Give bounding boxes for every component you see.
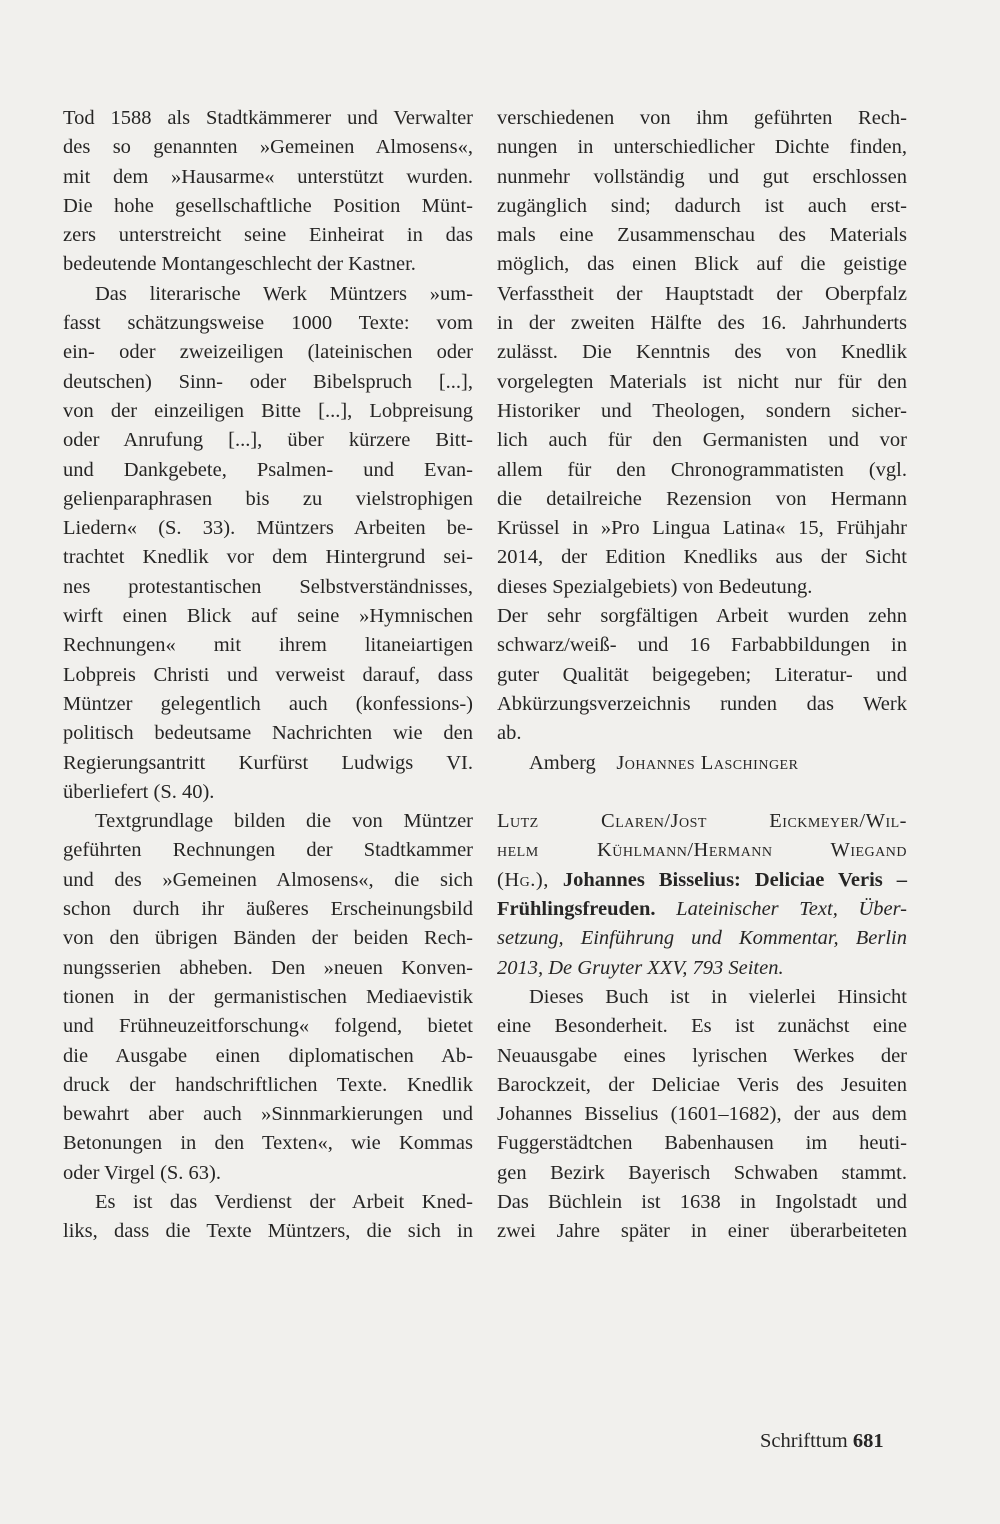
text-line: deutschen) Sinn- oder Bibelspruch [...], — [63, 370, 473, 393]
book-publication-info: 2013, De Gruyter XXV, 793 Seiten. — [497, 956, 784, 979]
text-line: nungsserien abheben. Den »neuen Konven- — [63, 956, 473, 979]
review-header — [497, 807, 907, 983]
text-line: zwei Jahre später in einer überarbeiteten — [497, 1220, 907, 1243]
review-authors-line-2: helm Kühlmann/Hermann Wiegand — [497, 839, 907, 862]
text-line: Liedern« (S. 33). Müntzers Arbeiten be- — [63, 517, 473, 540]
book-subtitle-part-1: Lateinischer Text, Über- — [655, 898, 907, 921]
text-line: Das Büchlein ist 1638 in Ingolstadt und — [497, 1190, 907, 1213]
text-line: Barockzeit, der Deliciae Veris des Jesuiten — [497, 1073, 907, 1096]
text-line: die Ausgabe einen diplomatischen Ab- — [63, 1044, 473, 1067]
text-line: trachtet Knedlik vor dem Hintergrund sei- — [63, 546, 473, 569]
text-line: Der sehr sorgfältigen Arbeit wurden zehn — [497, 605, 907, 628]
text-line: druck der handschriftlichen Texte. Knedlik — [63, 1073, 473, 1096]
text-line: von der einzeiligen Bitte [...], Lobpreisung — [63, 399, 473, 422]
section-gap — [497, 778, 907, 807]
text-line: zugänglich sind; dadurch ist auch erst- — [497, 194, 907, 217]
review-body-text — [497, 983, 907, 1247]
page-number: 681 — [852, 1430, 884, 1452]
text-line: wirft einen Blick auf seine »Hymnischen — [63, 605, 473, 628]
text-line: zers unterstreicht seine Einheirat in das — [63, 224, 473, 247]
text-line: allem für den Chronogrammatisten (vgl. — [497, 458, 907, 481]
text-line: Lobpreis Christi und verweist darauf, dass — [63, 663, 473, 686]
text-line: schwarz/weiß- und 16 Farbabbildungen in — [497, 634, 907, 657]
text-line: Johannes Bisselius (1601–1682), der aus dem — [497, 1103, 907, 1126]
text-line: vorgelegten Materials ist nicht nur für den — [497, 370, 907, 393]
review-end-text — [497, 104, 907, 749]
text-line: gelienparaphrasen bis zu vielstrophigen — [63, 487, 473, 510]
review-title-line-3 — [497, 866, 907, 895]
book-title-part-1: Johannes Bisselius: Deliciae Veris – — [548, 868, 907, 891]
text-line: Historiker und Theologen, sondern sicher- — [497, 399, 907, 422]
text-line: Textgrundlage bilden die von Müntzer — [95, 810, 473, 833]
page-footer — [760, 1430, 884, 1453]
text-line: des so genannten »Gemeinen Almosens«, — [63, 136, 473, 159]
text-line: eine Besonderheit. Es ist zunächst eine — [497, 1015, 907, 1038]
text-line: Krüssel in »Pro Lingua Latina« 15, Frühjahr — [497, 517, 907, 540]
text-line: Tod 1588 als Stadtkämmerer und Verwalter — [63, 107, 473, 129]
left-column — [63, 104, 473, 1247]
text-line: 2014, der Edition Knedliks aus der Sicht — [497, 546, 907, 569]
text-line: Regierungsantritt Kurfürst Ludwigs VI. — [63, 751, 473, 774]
signature-author: Johannes Laschinger — [616, 751, 799, 774]
text-line: Fuggerstädtchen Babenhausen im heuti- — [497, 1132, 907, 1155]
text-line: tionen in der germanistischen Mediaevistik — [63, 985, 473, 1008]
text-line: und Dankgebete, Psalmen- und Evan- — [63, 458, 473, 481]
text-line: nungen in unterschiedlicher Dichte finden, — [497, 136, 907, 159]
text-line: bewahrt aber auch »Sinnmarkierungen und — [63, 1103, 473, 1126]
text-line: geführten Rechnungen der Stadtkammer — [63, 839, 473, 862]
right-column — [497, 104, 907, 1247]
review-authors-line-1: Lutz Claren/Jost Eickmeyer/Wil- — [497, 810, 907, 833]
text-line: die detailreiche Rezension von Hermann — [497, 487, 907, 510]
text-line: Rechnungen« mit ihrem litaneiartigen — [63, 634, 473, 657]
text-line: ab. — [497, 722, 522, 745]
text-line: und Frühneuzeitforschung« folgend, bietet — [63, 1015, 473, 1038]
text-line: Dieses Buch ist in vielerlei Hinsicht — [529, 985, 907, 1008]
text-line: dieses Spezialgebiets) von Bedeutung. — [497, 575, 813, 598]
text-line: oder Anrufung [...], über kürzere Bitt- — [63, 429, 473, 452]
text-line: überliefert (S. 40). — [63, 780, 215, 803]
text-line: nunmehr vollständig und gut erschlossen — [497, 165, 907, 188]
text-line: möglich, das einen Blick auf die geistige — [497, 253, 907, 276]
text-line: ein- oder zweizeiligen (lateinischen oder — [63, 341, 473, 364]
text-line: Abkürzungsverzeichnis runden das Werk — [497, 692, 907, 715]
text-line: liks, dass die Texte Müntzers, die sich in — [63, 1220, 473, 1243]
text-line: zulässt. Die Kenntnis des von Knedlik — [497, 341, 907, 364]
text-line: mit dem »Hausarme« unterstützt wurden. — [63, 165, 473, 188]
text-line: Neuausgabe eines lyrischen Werkes der — [497, 1044, 907, 1067]
text-line: gen Bezirk Bayerisch Schwaben stammt. — [497, 1161, 907, 1184]
text-line: politisch bedeutsame Nachrichten wie den — [63, 722, 473, 745]
text-line: Betonungen in den Texten«, wie Kommas — [63, 1132, 473, 1155]
text-line: mals eine Zusammenschau des Materials — [497, 224, 907, 247]
text-line: nes protestantischen Selbstverständnisses, — [63, 575, 473, 598]
text-line: bedeutende Montangeschlecht der Kastner. — [63, 253, 416, 276]
text-line: oder Virgel (S. 63). — [63, 1161, 222, 1184]
running-footer-section: Schrifttum — [760, 1430, 848, 1452]
editor-abbrev: (Hg.), — [497, 868, 549, 891]
review-title-line-4 — [497, 895, 907, 924]
text-line: von den übrigen Bänden der beiden Rech- — [63, 927, 473, 950]
text-line: in der zweiten Hälfte des 16. Jahrhunderts — [497, 312, 907, 335]
text-line: Das literarische Werk Müntzers »um- — [95, 282, 473, 305]
text-line: fasst schätzungsweise 1000 Texte: vom — [63, 312, 473, 335]
book-title-part-2: Frühlingsfreuden. — [497, 898, 656, 921]
text-line: und des »Gemeinen Almosens«, die sich — [63, 868, 473, 891]
signature-place: Amberg — [529, 751, 596, 774]
text-line: lich auch für den Germanisten und vor — [497, 429, 907, 452]
text-line: Die hohe gesellschaftliche Position Münt- — [63, 194, 473, 217]
book-subtitle-part-2: setzung, Einführung und Kommentar, Berlin — [497, 927, 907, 950]
text-line: guter Qualität beigegeben; Literatur- und — [497, 663, 907, 686]
text-line: Verfasstheit der Hauptstadt der Oberpfalz — [497, 282, 907, 305]
text-line: Es ist das Verdienst der Arbeit Kned- — [95, 1190, 473, 1213]
text-line: verschiedenen von ihm geführten Rech- — [497, 107, 907, 129]
text-line: Müntzer gelegentlich auch (konfessions-) — [63, 692, 473, 715]
review-signature — [497, 749, 907, 778]
text-line: schon durch ihr äußeres Erscheinungsbild — [63, 898, 473, 921]
